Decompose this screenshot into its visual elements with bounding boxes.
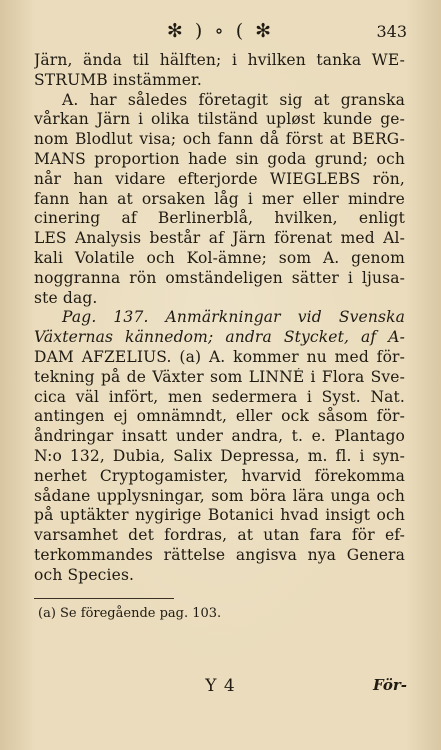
text-line: vårkan Järn i olika tilständ upløst kunde ge- — [34, 110, 405, 129]
page-number: 343 — [376, 22, 407, 41]
header-ornament: ✻ ) ∘ ( ✻ — [166, 20, 275, 42]
text-line: tekning på de Växter som LINNÉ i Flora Sve- — [34, 367, 405, 386]
text-line: MANS proportion hade sin goda grund; och — [34, 149, 405, 168]
text-line: terkommandes rättelse angisva nya Genera — [34, 545, 405, 564]
text-line: N:o 132, Dubia, Salix Depressa, m. fl. i syn- — [34, 446, 405, 465]
footnote-divider — [34, 598, 174, 599]
text-line: cica väl infört, men sedermera i Syst. Nat. — [34, 387, 405, 406]
body-text — [34, 51, 405, 586]
text-line: LES Analysis består af Järn förenat med Al- — [34, 229, 405, 248]
text-line: nerhet Cryptogamister, hvarvid förekomma — [34, 466, 405, 485]
text-line: sådane upplysningar, som böra lära unga och — [34, 486, 405, 505]
text-line: cinering af Berlinerblå, hvilken, enligt — [34, 209, 405, 228]
page-header — [34, 18, 407, 46]
page-footer — [34, 676, 407, 700]
text-line: STRUMB instämmer. — [34, 70, 202, 89]
text-line: ste dag. — [34, 288, 98, 307]
text-line: på uptäkter nygirige Botanici hvad insigt och — [34, 506, 405, 525]
text-line: noggranna rön omständeligen sätter i ljusa- — [34, 268, 405, 287]
text-line: åndringar insatt under andra, t. e. Plantago — [34, 427, 405, 446]
text-line: Pag. 137. Anmärkningar vid Svenska — [62, 308, 405, 327]
text-line: nom Blodlut visa; och fann då först at BERG- — [34, 130, 405, 149]
text-line: antingen ej omnämndt, eller ock såsom för- — [34, 407, 405, 426]
text-line: Järn, ända til hälften; i hvilken tanka WE- — [34, 51, 405, 69]
text-line: kali Volatile och Kol-ämne; som A. genom — [34, 248, 405, 267]
text-line: fann han at orsaken låg i mer eller mindre — [34, 189, 405, 208]
text-line: Växternas kännedom; andra Stycket, af A- — [34, 328, 405, 347]
catchword: För- — [373, 676, 407, 694]
text-line: A. har således företagit sig at granska — [62, 90, 405, 109]
footnote: (a) Se föregående pag. 103. — [38, 606, 222, 621]
text-line: och Species. — [34, 565, 135, 584]
signature-mark: Y 4 — [205, 676, 236, 696]
text-line: DAM AFZELIUS. (a) A. kommer nu med för- — [34, 347, 405, 366]
text-line: varsamhet det fordras, at utan fara för ef- — [34, 526, 405, 545]
text-line: når han vidare efterjorde WIEGLEBS rön, — [34, 169, 405, 188]
